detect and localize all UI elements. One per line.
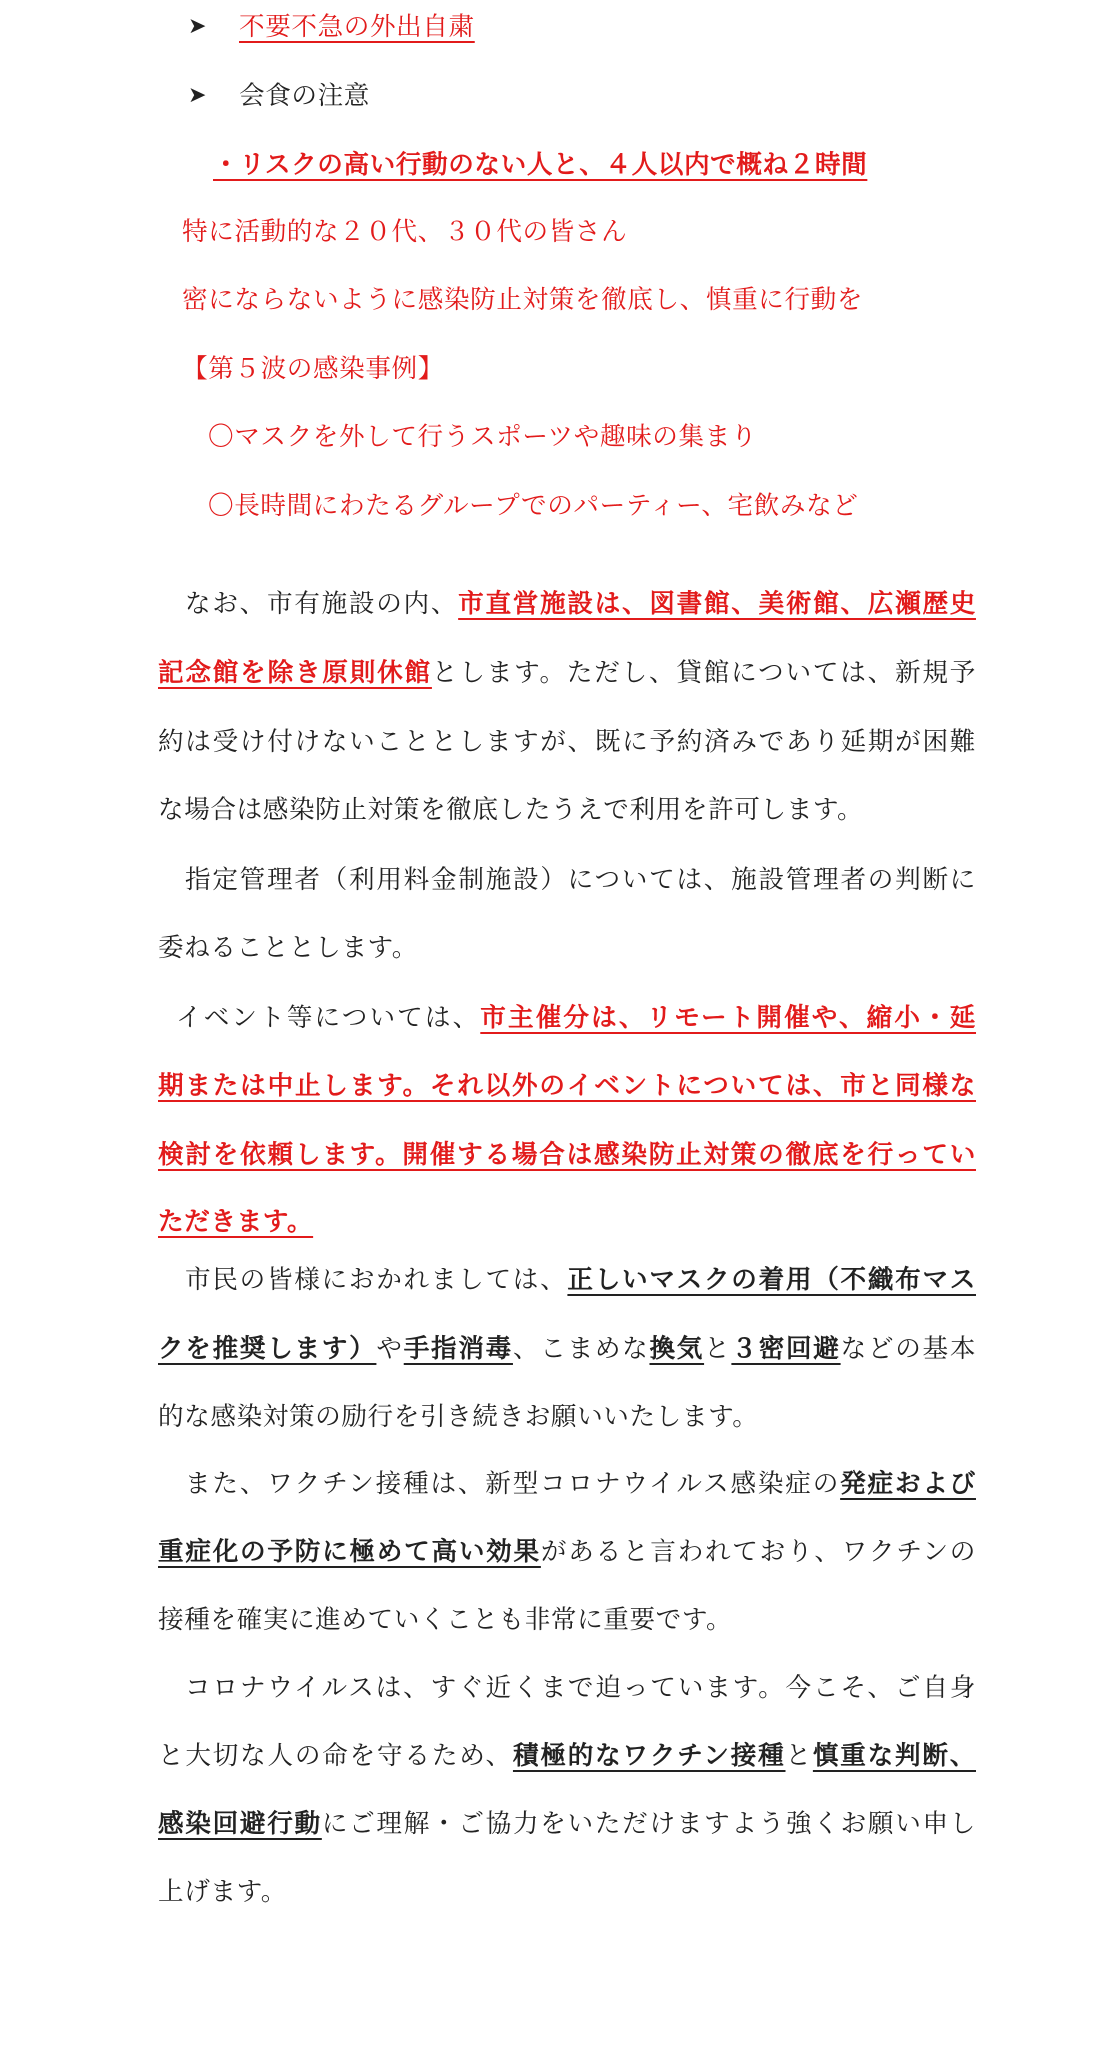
- young-people-line-1: 特に活動的な２０代、３０代の皆さん: [182, 217, 628, 247]
- events-line-4: ただきます。: [158, 1207, 314, 1237]
- closing-line-1: コロナウイルスは、すぐ近くまで迫っています。今こそ、ご自身: [185, 1673, 976, 1703]
- closing-line-3: 感染回避行動にご理解・ご協力をいただけますよう強くお願い申し: [158, 1809, 976, 1839]
- managers-line-1: 指定管理者（利用料金制施設）については、施設管理者の判断に: [185, 865, 976, 895]
- bullet-arrow-icon: ➤: [188, 14, 207, 39]
- events-line-3: 検討を依頼します。開催する場合は感染防止対策の徹底を行ってい: [158, 1140, 976, 1170]
- facilities-line-1: なお、市有施設の内、市直営施設は、図書館、美術館、広瀬歴史: [185, 589, 976, 619]
- vaccine-line-2: 重症化の予防に極めて高い効果があると言われており、ワクチンの: [158, 1537, 976, 1567]
- events-line-1: イベント等については、市主催分は、リモート開催や、縮小・延: [176, 1003, 977, 1033]
- case-item: 〇長時間にわたるグループでのパーティー、宅飲みなど: [208, 491, 859, 521]
- citizens-line-3: 的な感染対策の励行を引き続きお願いいたします。: [158, 1402, 759, 1432]
- bullet-stay-home: 不要不急の外出自粛: [239, 12, 475, 42]
- cases-heading: 【第５波の感染事例】: [182, 354, 444, 384]
- closing-line-4: 上げます。: [158, 1877, 287, 1907]
- vaccine-line-3: 接種を確実に進めていくことも非常に重要です。: [158, 1605, 733, 1635]
- dining-rule: ・リスクの高い行動のない人と、４人以内で概ね２時間: [213, 150, 868, 180]
- vaccine-line-1: また、ワクチン接種は、新型コロナウイルス感染症の発症および: [185, 1469, 976, 1499]
- young-people-line-2: 密にならないように感染防止対策を徹底し、慎重に行動を: [182, 285, 864, 315]
- facilities-line-3: 約は受け付けないこととしますが、既に予約済みであり延期が困難: [158, 727, 976, 757]
- closing-line-2: と大切な人の命を守るため、積極的なワクチン接種と慎重な判断、: [158, 1741, 976, 1771]
- managers-line-2: 委ねることとします。: [158, 933, 418, 963]
- facilities-line-4: な場合は感染防止対策を徹底したうえで利用を許可します。: [158, 795, 864, 825]
- case-item: 〇マスクを外して行うスポーツや趣味の集まり: [208, 422, 758, 452]
- facilities-line-2: 記念館を除き原則休館とします。ただし、貸館については、新規予: [158, 658, 976, 688]
- citizens-line-1: 市民の皆様におかれましては、正しいマスクの着用（不織布マス: [185, 1265, 976, 1295]
- bullet-dining-caution: 会食の注意: [239, 81, 370, 111]
- citizens-line-2: クを推奨します）や手指消毒、こまめな換気と３密回避などの基本: [158, 1334, 977, 1364]
- bullet-arrow-icon: ➤: [188, 83, 207, 108]
- events-line-2: 期または中止します。それ以外のイベントについては、市と同様な: [158, 1071, 976, 1101]
